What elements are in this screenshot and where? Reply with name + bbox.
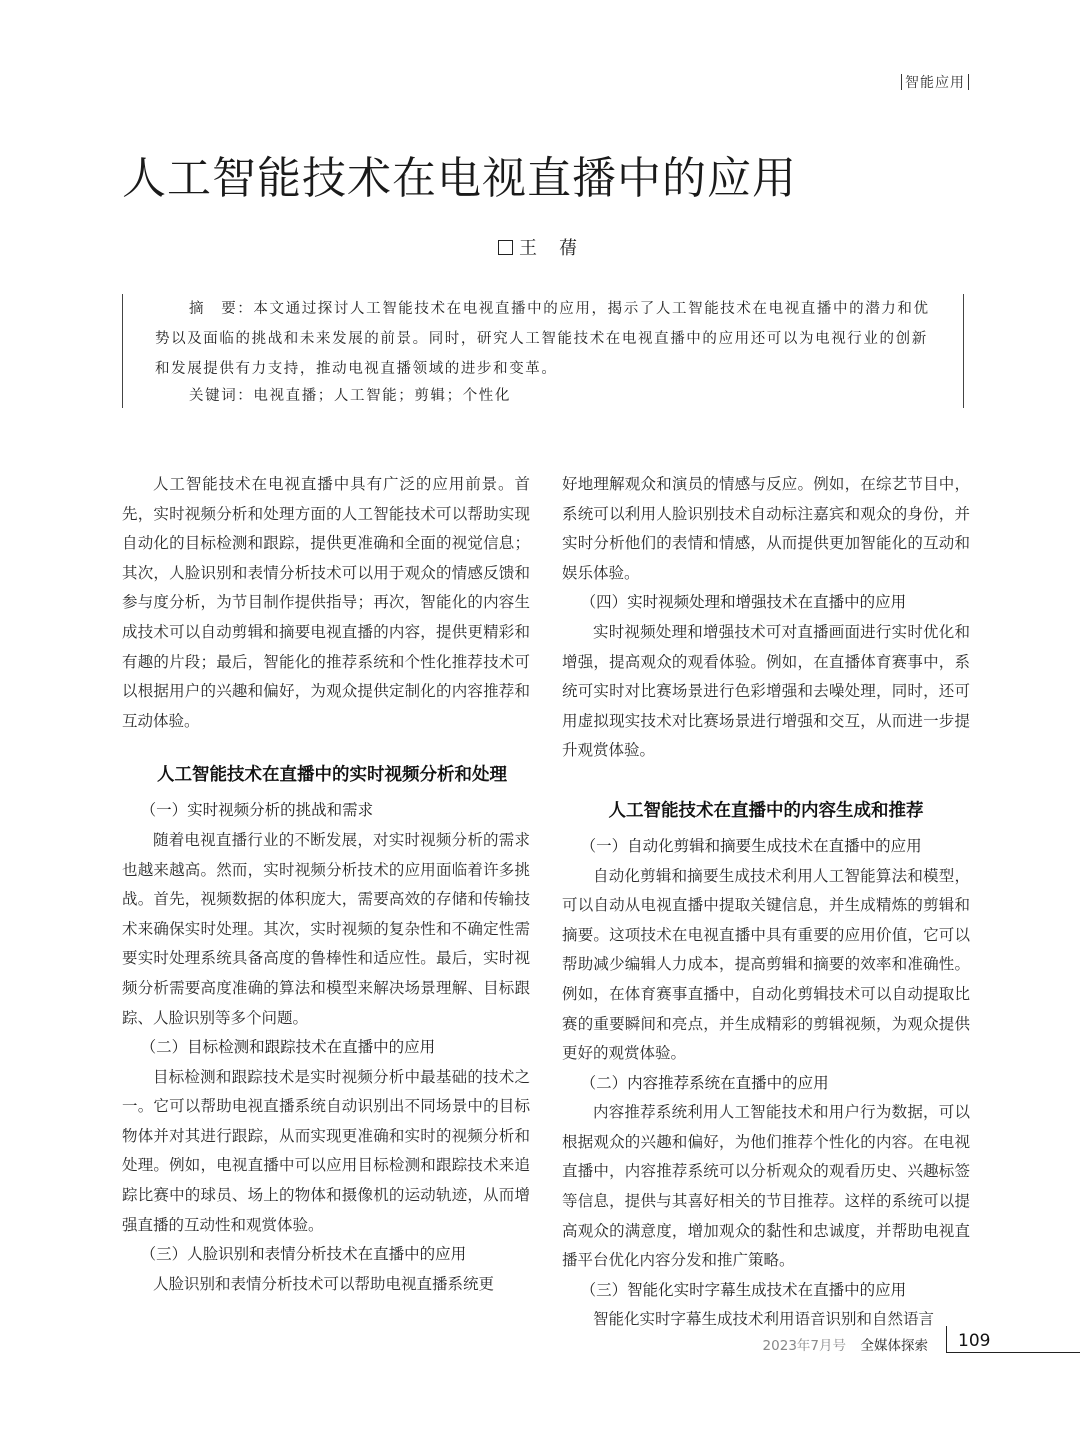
right-column (562, 470, 970, 1335)
subsection-heading: （三）智能化实时字幕生成技术在直播中的应用 (580, 1280, 907, 1299)
author-name: 王 蒨 (519, 238, 579, 259)
section-tag-label: 智能应用 (905, 75, 965, 91)
body-paragraph: 目标检测和跟踪技术是实时视频分析中最基础的技术之一。它可以帮助电视直播系统自动识别出不同场景中的目标物体并对其进行跟踪，从而实现更准确和实时的视频分析和处理。例如，电视直播中可以应用目标检测和跟踪技术来追踪比赛中的球员、场上的物体和摄像机的运动轨迹，从而增强直播的互动性和观赏体验。 (122, 1067, 530, 1234)
body-paragraph: 好地理解观众和演员的情感与反应。例如，在综艺节目中，系统可以利用人脸识别技术自动标注嘉宾和观众的身份，并实时分析他们的表情和情感，从而提供更加智能化的互动和娱乐体验。 (562, 475, 970, 582)
body-paragraph: 智能化实时字幕生成技术利用语音识别和自然语言 (593, 1310, 935, 1329)
abstract-block (122, 294, 964, 408)
left-column (122, 470, 530, 1299)
section-tag (898, 72, 972, 92)
author-line (498, 234, 579, 260)
subsection-heading: （二）内容推荐系统在直播中的应用 (580, 1073, 829, 1092)
subsection-heading: （二）目标检测和跟踪技术在直播中的应用 (140, 1038, 436, 1057)
subsection-heading: （一）实时视频分析的挑战和需求 (140, 801, 374, 820)
body-paragraph: 自动化剪辑和摘要生成技术利用人工智能算法和模型，可以自动从电视直播中提取关键信息，并生成精炼的剪辑和摘要。这项技术在电视直播中具有重要的应用价值，它可以帮助减少编辑人力成本，提高剪辑和摘要的效率和准确性。例如，在体育赛事直播中，自动化剪辑技术可以自动提取比赛的重要瞬间和亮点，并生成精彩的剪辑视频，为观众提供更好的观赏体验。 (562, 866, 970, 1063)
body-paragraph: 实时视频处理和增强技术可对直播画面进行实时优化和增强，提高观众的观看体验。例如，在直播体育赛事中，系统可实时对比赛场景进行色彩增强和去噪处理，同时，还可用虚拟现实技术对比赛场景进行增强和交互，从而进一步提升观赏体验。 (562, 622, 970, 760)
page-footer (0, 1332, 1080, 1362)
section-heading: 人工智能技术在直播中的实时视频分析和处理 (157, 765, 507, 786)
body-paragraph: 随着电视直播行业的不断发展，对实时视频分析的需求也越来越高。然而，实时视频分析技术的应用面临着许多挑战。首先，视频数据的体积庞大，需要高效的存储和传输技术来确保实时处理。其次，实时视频的复杂性和不确定性需要实时处理系统具备高度的鲁棒性和适应性。最后，实时视频分析需要高度准确的算法和模型来解决场景理解、目标跟踪、人脸识别等多个问题。 (122, 830, 530, 1027)
tag-divider (968, 74, 969, 90)
keywords: 关键词：电视直播；人工智能；剪辑；个性化 (189, 388, 511, 404)
body-paragraph: 内容推荐系统利用人工智能技术和用户行为数据，可以根据观众的兴趣和偏好，为他们推荐个性化的内容。在电视直播中，内容推荐系统可以分析观众的观看历史、兴趣标签等信息，提供与其喜好相关的节目推荐。这样的系统可以提高观众的满意度，增加观众的黏性和忠诚度，并帮助电视直播平台优化内容分发和推广策略。 (562, 1103, 970, 1270)
issue-label: 2023年7月号 (762, 1338, 846, 1354)
tag-divider (901, 74, 902, 90)
article-title: 人工智能技术在电视直播中的应用 (122, 153, 797, 204)
intro-paragraph: 人工智能技术在电视直播中具有广泛的应用前景。首先，实时视频分析和处理方面的人工智能技术可以帮助实现自动化的目标检测和跟踪，提供更准确和全面的视觉信息；其次，人脸识别和表情分析技术可以用于观众的情感反馈和参与度分析，为节目制作提供指导；再次，智能化的内容生成技术可以自动剪辑和摘要电视直播的内容，提供更精彩和有趣的片段；最后，智能化的推荐系统和个性化推荐技术可以根据用户的兴趣和偏好，为观众提供定制化的内容推荐和互动体验。 (122, 475, 530, 730)
subsection-heading: （三）人脸识别和表情分析技术在直播中的应用 (140, 1245, 467, 1264)
footer-rule (946, 1352, 1080, 1353)
author-box-icon (498, 240, 513, 255)
body-paragraph: 人脸识别和表情分析技术可以帮助电视直播系统更 (153, 1274, 495, 1293)
page-number: 109 (958, 1331, 991, 1351)
section-heading: 人工智能技术在直播中的内容生成和推荐 (608, 800, 924, 821)
subsection-heading: （四）实时视频处理和增强技术在直播中的应用 (580, 593, 907, 612)
footer-divider (946, 1326, 947, 1352)
abstract-text: 摘 要：本文通过探讨人工智能技术在电视直播中的应用，揭示了人工智能技术在电视直播中的潜力和优势以及面临的挑战和未来发展的前景。同时，研究人工智能技术在电视直播中的应用还可以为电视行业的创新和发展提供有力支持，推动电视直播领域的进步和变革。 (155, 301, 930, 377)
journal-name: 全媒体探索 (860, 1338, 928, 1354)
subsection-heading: （一）自动化剪辑和摘要生成技术在直播中的应用 (580, 836, 922, 855)
